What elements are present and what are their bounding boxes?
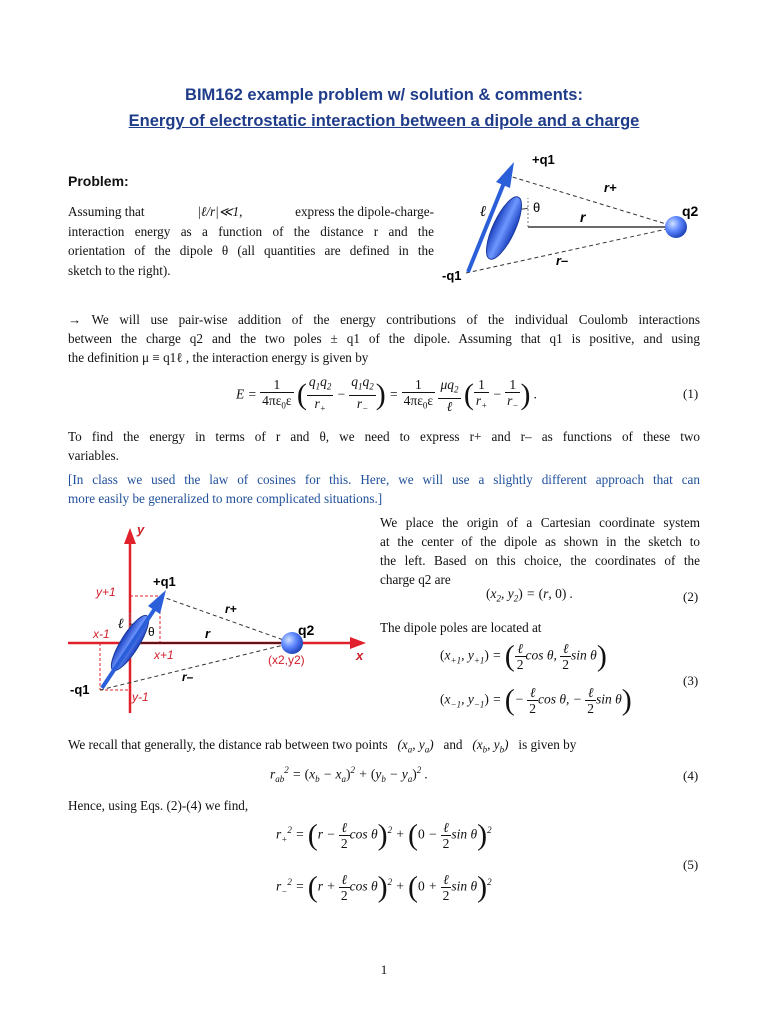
equation-5a: $r_+^2 = (r$ − $\frac{\text{ℓ}}{2}$ cos θ)$^2$ + (0 − $\frac{\text{ℓ}}{2}$ sin θ)$^2$: [276, 818, 492, 852]
equation-3a: ($x_{+1}$, $y_{+1}$) = ( $\frac{\text{ℓ}}{2}$ cos θ, $\frac{\text{ℓ}}{2}$ sin θ): [440, 639, 607, 673]
equation-2: ($x_2$, $y_2) = (r$, 0) .: [486, 586, 574, 604]
r-plus-label: r+: [225, 602, 237, 616]
minus-q1-label: -q1: [442, 268, 462, 283]
solution-paragraph-4: The dipole poles are located at: [380, 620, 542, 635]
problem-text: orientation of the dipole θ (all quantities are defined in the: [68, 243, 434, 258]
text-line: → We will use pair-wise addition of the energy contributions of the individual Coulomb interactions: [68, 312, 700, 327]
equation-number: (2): [683, 589, 699, 604]
ell-label: ℓ: [480, 204, 487, 220]
minus-q1-label: -q1: [70, 682, 90, 697]
r-plus-label: r+: [604, 180, 617, 195]
comment-paragraph: [68, 470, 700, 508]
text-line: [In class we used the law of cosines for this. Here, we will use a slightly different approach that can: [68, 472, 700, 487]
x-axis-label: x: [356, 648, 364, 663]
text-line: at the center of the dipole as shown in the sketch to: [380, 534, 700, 549]
equation-number: (5): [683, 857, 699, 872]
r-minus-label: r–: [182, 670, 194, 684]
text-line: more easily be generalized to more complicated situations.]: [68, 491, 383, 506]
theta-label: θ: [533, 200, 541, 215]
solution-paragraph-1: [68, 310, 700, 367]
y-minus1-label: y-1: [132, 690, 149, 704]
document-title: BIM162 example problem w/ solution & comments:: [185, 86, 583, 104]
y-plus1-label: y+1: [96, 585, 116, 599]
problem-heading: Problem:: [68, 173, 129, 189]
problem-text: sketch to the right).: [68, 262, 171, 278]
page-number: 1: [380, 962, 388, 977]
cartesian-diagram: [60, 518, 380, 718]
text-line: is given by: [518, 737, 577, 752]
theta-label: θ: [148, 625, 155, 639]
equation-number: (4): [683, 768, 699, 783]
ell-label: ℓ: [118, 617, 124, 632]
solution-paragraph-2: [68, 427, 700, 465]
solution-paragraph-5: We recall that generally, the distance rab between two points ($x_a$, $y_a$) and ($x_b$, $y_b$) is given by: [68, 737, 577, 755]
problem-statement: [68, 202, 434, 280]
text-line: We place the origin of a Cartesian coordinate system: [380, 515, 700, 530]
dipole-charge-diagram: [444, 150, 714, 290]
document-subtitle: Energy of electrostatic interaction between a dipole and a charge: [128, 112, 640, 130]
r-plus-line: [506, 175, 676, 227]
coordinate-label: (x2,y2): [268, 653, 305, 667]
text-line: To find the energy in terms of r and θ, we need to express r+ and r– as functions of these two: [68, 429, 700, 444]
equation-number: (1): [683, 386, 699, 401]
q2-label: q2: [298, 622, 315, 638]
equation-number: (3): [683, 673, 699, 688]
text-line: variables.: [68, 448, 119, 463]
x-minus1-label: x-1: [93, 627, 110, 641]
r-label: r: [580, 209, 586, 225]
equation-1: E = $\frac{1}{4\pi\varepsilon_0\varepsilon}$ ( $\frac{q_1q_2}{r_+}$ − $\frac{q_1q_2}{r_-}$ ) = $\frac{1}{4\pi\varepsilon_0\varepsilon}$ $\frac{\mu q_2}{\text{ℓ}}$ ( $\frac{1}{r_+}$ − $\frac{1}{r_-}$ ) .: [236, 374, 538, 414]
r-label: r: [205, 626, 211, 641]
text-line: charge q2 are: [380, 572, 451, 587]
text-line: the definition μ ≡ q1ℓ , the interaction energy is given by: [68, 350, 369, 365]
q2-label: q2: [682, 203, 699, 219]
problem-text: interaction energy as a function of the distance r and the: [68, 223, 434, 239]
problem-text: Assuming that: [68, 204, 145, 219]
equation-5b: $r_-^2 = (r$ + $\frac{\text{ℓ}}{2}$ cos θ)$^2$ + (0 + $\frac{\text{ℓ}}{2}$ sin θ)$^2$: [276, 870, 492, 904]
problem-condition: |ℓ/r|≪1,: [197, 204, 243, 219]
problem-text: express the dipole-charge-: [295, 204, 434, 219]
equation-4: $r_{ab}^2 = (x_b - x_a)^2 + (y_b - y_a)^2$ .: [270, 765, 428, 785]
plus-q1-label: +q1: [532, 152, 555, 167]
charge-q2: [665, 216, 687, 238]
solution-paragraph-3: [380, 513, 700, 589]
text-line: between the charge q2 and the two poles ± q1 of the dipole. Assuming that q1 is positive, and using: [68, 331, 700, 346]
text-line: and: [443, 737, 463, 752]
solution-paragraph-6: Hence, using Eqs. (2)-(4) we find,: [68, 798, 249, 813]
text-line: We recall that generally, the distance rab between two points: [68, 737, 388, 752]
text-line: the left. Based on this choice, the coordinates of the: [380, 553, 700, 568]
plus-q1-label: +q1: [153, 574, 176, 589]
r-minus-label: r–: [556, 253, 569, 268]
y-axis-label: y: [137, 522, 145, 537]
equation-3b: ($x_{-1}$, $y_{-1}$) = (− $\frac{\text{ℓ}}{2}$ cos θ, − $\frac{\text{ℓ}}{2}$ sin θ): [440, 683, 632, 717]
x-plus1-label: x+1: [154, 648, 174, 662]
